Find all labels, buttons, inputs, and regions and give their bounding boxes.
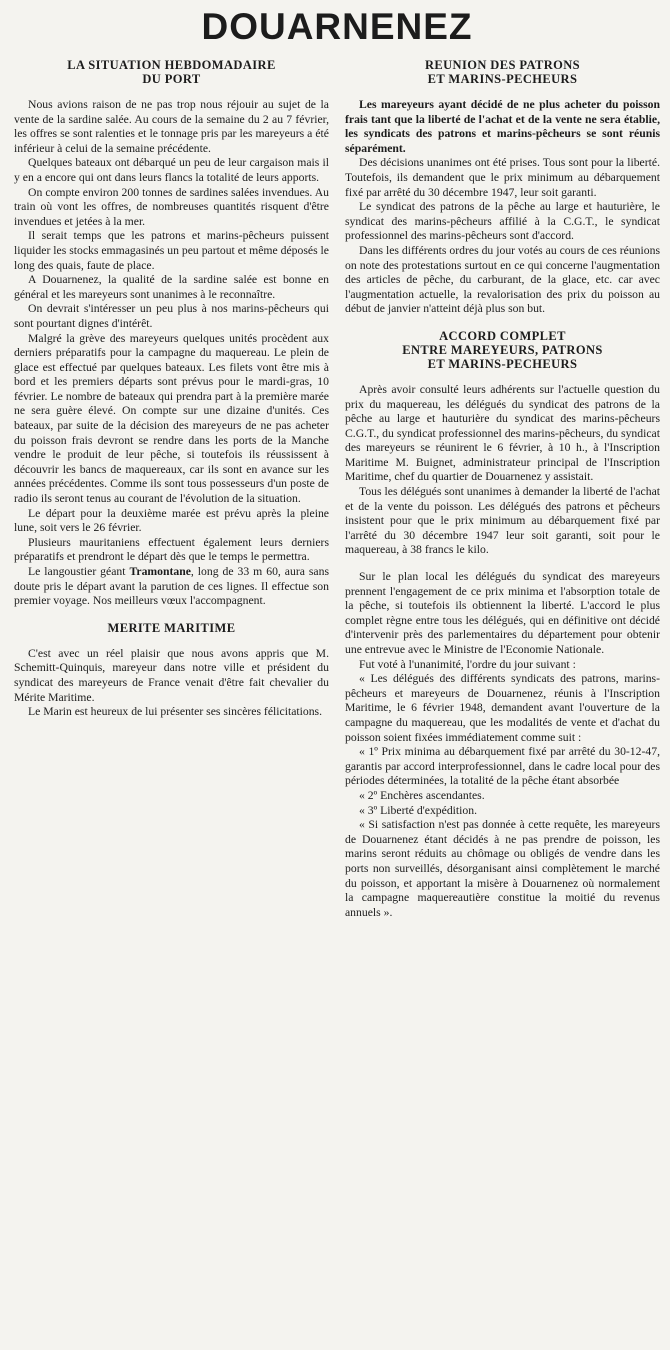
paragraph: On devrait s'intéresser un peu plus à nos marins-pêcheurs qui sont pourtant dignes d'intérêt. [14, 302, 329, 330]
paragraph: Le départ pour la deuxième marée est prévu après la pleine lune, soit vers le 26 février. [14, 506, 329, 535]
paragraph: Après avoir consulté leurs adhérents sur l'actuelle question du prix du maquereau, les délégués du syndicat des patrons de la pêche au large et hauturière du syndicat des marins-pêcheurs C.G.T., du syndicat professionnel des marins-pêcheurs, du syndicat des mareyeurs se réunirent le 6 février, à 10 h., à l'Inscription Maritime M. Buignet, administrateur principal de l'Inscription Maritime, chef du quartier de Douarnenez y assistait. [345, 382, 660, 484]
ship-name: Tramontane [129, 565, 191, 578]
masthead-title: DOUARNENEZ [201, 6, 473, 47]
paragraph: Sur le plan local les délégués du syndicat des mareyeurs prennent l'engagement de ce prix minima et l'absorption totale de la pêche, si toutefois ils obtiennent la liberté. L'accord le plus complet règne entre tous les délégués, qui en définitive ont décidé d'intervenir près des parlementaires du département pour obtenir une entrevue avec le Ministre de l'Economie Nationale. [345, 570, 660, 656]
heading-line: ET MARINS-PECHEURS [427, 356, 578, 371]
paragraph: Le Marin est heureux de lui présenter ses sincères félicitations. [28, 705, 323, 719]
heading-line: LA SITUATION HEBDOMADAIRE [67, 58, 276, 72]
paragraph: Des décisions unanimes ont été prises. Tous sont pour la liberté. Toutefois, ils demandent que le prix minimum au débarquement fixé par arrêté du 30 décembre 1947, leur soit garanti. [345, 156, 660, 199]
paragraph: C'est avec un réel plaisir que nous avons appris que M. Schemitt-Quinquis, mareyeur dans notre ville et président du syndicat des mareyeurs de France venait d'être fait chevalier du Mérite Maritime. [14, 646, 329, 704]
lead-paragraph: Les mareyeurs ayant décidé de ne plus acheter du poisson frais tant que la liberté de l'achat et de la vente ne sera établie, les syndicats des patrons et marins-pêcheurs se sont réunis séparément. [345, 98, 660, 155]
paragraph: Le syndicat des patrons de la pêche au large et hauturière, le syndicat des marins-pêcheurs affilié à la C.G.T., le syndicat professionnel des marins-pêcheurs sont d'accord. [345, 200, 660, 243]
heading-line: MERITE MARITIME [107, 620, 236, 635]
article-heading-merite [14, 621, 329, 635]
paragraph: Tous les délégués sont unanimes à demander la liberté de l'achat et de la vente du poisson. Les délégués des patrons et pêcheurs insistent pour que le prix minimum au débarquement fixé par l'arrêté du 30 décembre 1947 leur soit garanti, soit pour le maquereau, à 38 francs le kilo. [345, 485, 660, 557]
paragraph: Quelques bateaux ont débarqué un peu de leur cargaison mais il y en a encore qui ont dans leurs flancs la totalité de leurs apports. [14, 156, 329, 184]
paragraph: « 1º Prix minima au débarquement fixé par arrêté du 30-12-47, garantis par accord interprofessionnel, dans le cadre local pour des périodes déterminées, la totalité de la pêche étant absorbée [345, 745, 660, 788]
paragraph: « 3º Liberté d'expédition. [359, 803, 478, 817]
article-heading-accord [345, 329, 660, 371]
heading-line: ENTRE MAREYEURS, PATRONS [402, 342, 603, 357]
spacer [345, 317, 660, 329]
heading-line: DU PORT [142, 72, 201, 86]
paragraph: Plusieurs mauritaniens effectuent également leurs derniers préparatifs et prendront le départ dès que le temps le permettra. [14, 535, 329, 564]
paragraph: Dans les différents ordres du jour votés au cours de ces réunions on note des protestations surtout en ce qui concerne l'augmentation des articles de pêche, du carburant, de la glace, etc. car avec l'augmentation actuelle, la revalorisation des prix du poisson au début de janvier n'atteint déjà plus son but. [345, 243, 660, 316]
article-heading-reunion [345, 58, 660, 86]
right-column [345, 58, 660, 920]
left-column [14, 58, 329, 920]
text-run: , long de 33 m 60, aura sans doute pris le départ avant la parution de ces lignes. Il effectue son premier voyage. Nos meilleurs vœux l'accompagnent. [14, 565, 329, 608]
paragraph: « 2º Enchères ascendantes. [359, 788, 485, 802]
paragraph: « Si satisfaction n'est pas donnée à cette requête, les mareyeurs de Douarnenez étant décidés à ne pas prendre de poisson, les marins seront réduits au chômage ou obligés de vendre dans les ports non surveillés, désorganisant ainsi complètement le marché du poisson, et apportant la misère à Douarnenez où normalement la campagne maquereautière constitue la moitié du revenus annuels ». [345, 818, 660, 919]
paragraph: Fut voté à l'unanimité, l'ordre du jour suivant : [359, 657, 576, 671]
heading-line: ET MARINS-PECHEURS [427, 72, 578, 86]
paragraph: « Les délégués des différents syndicats des patrons, marins-pêcheurs et mareyeurs de Douarnenez, réunis à l'Inscription Maritime, le 6 février 1948, demandent avant l'ouverture de la campagne du maquereau, que les modalités de vente et d'achat du poisson soient fixées immédiatement comme suit : [345, 672, 660, 744]
paragraph: Il serait temps que les patrons et marins-pêcheurs puissent liquider les stocks emmagasinés un peu partout et même déposés le long des quais, faute de place. [14, 229, 329, 272]
heading-line: ACCORD COMPLET [439, 328, 566, 343]
paragraph: A Douarnenez, la qualité de la sardine salée est bonne en général et les mareyeurs sont unanimes à le reconnaître. [14, 273, 329, 301]
spacer [345, 558, 660, 570]
paragraph: On compte environ 200 tonnes de sardines salées invendues. Au train où vont les offres, de nombreuses quantités risquent d'être invendues et jetées à la mer. [14, 185, 329, 228]
text-run: Le langoustier géant [28, 565, 130, 578]
article-columns [14, 58, 660, 920]
article-heading-situation [14, 58, 329, 86]
paragraph-tramontane [14, 565, 329, 609]
paragraph: Malgré la grève des mareyeurs quelques unités procèdent aux derniers préparatifs pour la campagne du maquereau. Le plein de glace est effectué par quelques bateaux. Les filets vont être mis à bord et les premiers départs sont prévus pour le mardi-gras, 10 février. Le nombre de bateaux qui prendra part à la première marée ne sera guère élevé. On compte sur une dizaine d'unités. Ces bateaux, par suite de la décision des mareyeurs de ne pas acheter du poisson frais devront se rendre dans les ports de la Manche vendre le produit de leur pêche, si toutefois ils réussissent à découvrir les bancs de maquereaux, car ils sont en avance sur les années précédentes. Comme ils sont tous possesseurs d'un poste de radio ils seront tenus au courant de l'évolution de la situation. [14, 331, 329, 506]
spacer [14, 609, 329, 621]
paragraph: Nous avions raison de ne pas trop nous réjouir au sujet de la vente de la sardine salée. Au cours de la semaine du 2 au 7 février, les offres se sont ralenties et le tonnage pris par les mareyeurs a été inférieur à celui de la semaine précédente. [14, 98, 329, 155]
heading-line: REUNION DES PATRONS [424, 58, 581, 72]
